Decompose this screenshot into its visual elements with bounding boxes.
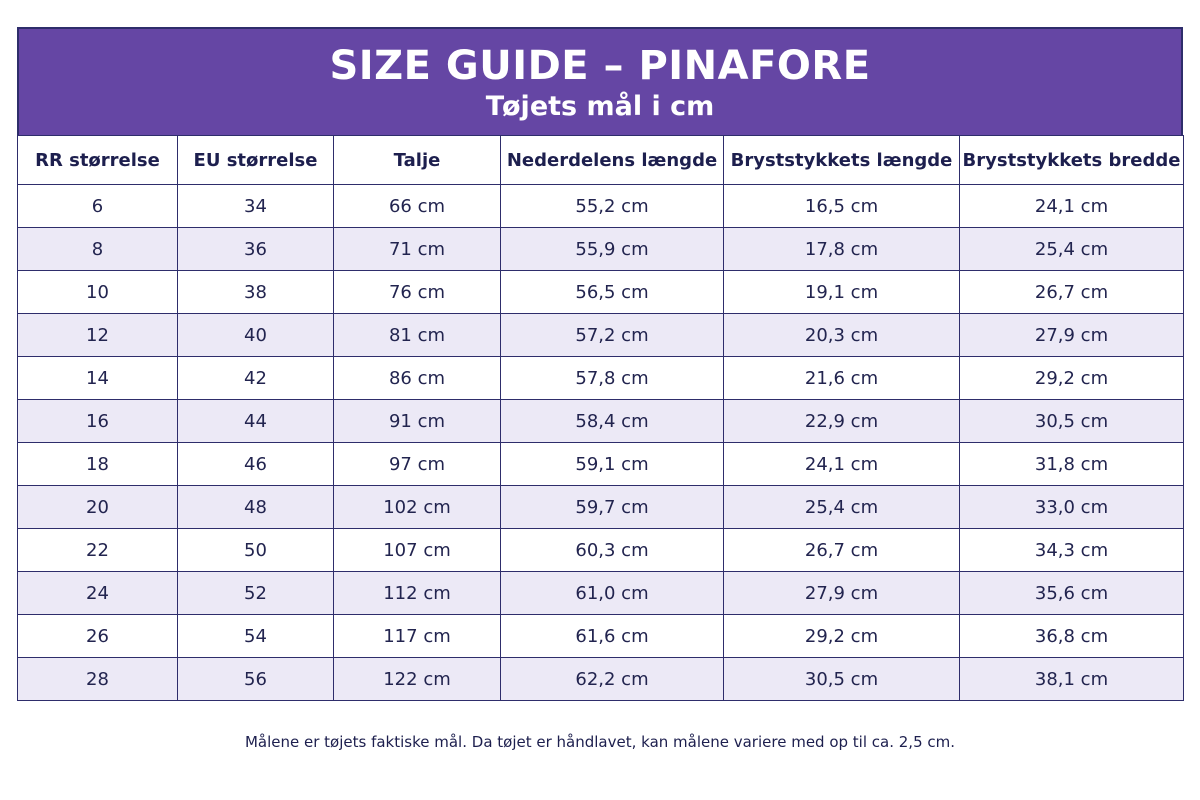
- table-row: [18, 314, 1184, 357]
- column-header-bodice-width: Bryststykkets bredde: [960, 136, 1184, 185]
- cell-waist: 107 cm: [334, 529, 501, 572]
- size-table: [17, 135, 1184, 701]
- cell-waist: 102 cm: [334, 486, 501, 529]
- cell-skirt-length: 59,7 cm: [501, 486, 724, 529]
- footnote: Målene er tøjets faktiske mål. Da tøjet er håndlavet, kan målene variere med op til ca. 2,5 cm.: [244, 733, 956, 751]
- cell-waist: 122 cm: [334, 658, 501, 701]
- table-row: [18, 615, 1184, 658]
- cell-rr-size: 8: [18, 228, 178, 271]
- cell-eu-size: 40: [178, 314, 334, 357]
- cell-bodice-length: 30,5 cm: [724, 658, 960, 701]
- header-row: [18, 136, 1184, 185]
- cell-rr-size: 14: [18, 357, 178, 400]
- guide-subtitle: Tøjets mål i cm: [485, 91, 715, 122]
- cell-bodice-width: 31,8 cm: [960, 443, 1184, 486]
- cell-rr-size: 24: [18, 572, 178, 615]
- cell-skirt-length: 62,2 cm: [501, 658, 724, 701]
- cell-bodice-length: 19,1 cm: [724, 271, 960, 314]
- cell-eu-size: 44: [178, 400, 334, 443]
- cell-bodice-width: 25,4 cm: [960, 228, 1184, 271]
- cell-waist: 86 cm: [334, 357, 501, 400]
- table-row: [18, 658, 1184, 701]
- cell-waist: 66 cm: [334, 185, 501, 228]
- cell-bodice-length: 21,6 cm: [724, 357, 960, 400]
- cell-waist: 91 cm: [334, 400, 501, 443]
- cell-bodice-width: 34,3 cm: [960, 529, 1184, 572]
- cell-waist: 76 cm: [334, 271, 501, 314]
- cell-rr-size: 12: [18, 314, 178, 357]
- guide-header: [17, 27, 1183, 135]
- cell-skirt-length: 59,1 cm: [501, 443, 724, 486]
- cell-rr-size: 6: [18, 185, 178, 228]
- cell-rr-size: 18: [18, 443, 178, 486]
- guide-title: SIZE GUIDE – PINAFORE: [329, 43, 871, 89]
- cell-skirt-length: 61,6 cm: [501, 615, 724, 658]
- cell-eu-size: 52: [178, 572, 334, 615]
- cell-skirt-length: 55,9 cm: [501, 228, 724, 271]
- size-table-head: [18, 136, 1184, 185]
- table-row: [18, 486, 1184, 529]
- cell-eu-size: 34: [178, 185, 334, 228]
- cell-rr-size: 16: [18, 400, 178, 443]
- column-header-skirt-length: Nederdelens længde: [501, 136, 724, 185]
- cell-eu-size: 46: [178, 443, 334, 486]
- cell-bodice-length: 25,4 cm: [724, 486, 960, 529]
- table-row: [18, 443, 1184, 486]
- table-row: [18, 572, 1184, 615]
- cell-skirt-length: 61,0 cm: [501, 572, 724, 615]
- size-table-body: [18, 185, 1184, 701]
- cell-rr-size: 10: [18, 271, 178, 314]
- cell-eu-size: 38: [178, 271, 334, 314]
- column-header-eu-size: EU størrelse: [178, 136, 334, 185]
- cell-bodice-width: 35,6 cm: [960, 572, 1184, 615]
- cell-bodice-length: 22,9 cm: [724, 400, 960, 443]
- cell-bodice-width: 27,9 cm: [960, 314, 1184, 357]
- cell-skirt-length: 58,4 cm: [501, 400, 724, 443]
- cell-bodice-length: 20,3 cm: [724, 314, 960, 357]
- cell-bodice-width: 30,5 cm: [960, 400, 1184, 443]
- cell-bodice-width: 26,7 cm: [960, 271, 1184, 314]
- table-row: [18, 185, 1184, 228]
- cell-eu-size: 36: [178, 228, 334, 271]
- cell-waist: 117 cm: [334, 615, 501, 658]
- cell-eu-size: 56: [178, 658, 334, 701]
- cell-rr-size: 20: [18, 486, 178, 529]
- cell-rr-size: 26: [18, 615, 178, 658]
- cell-bodice-length: 16,5 cm: [724, 185, 960, 228]
- table-row: [18, 529, 1184, 572]
- cell-bodice-width: 38,1 cm: [960, 658, 1184, 701]
- cell-skirt-length: 55,2 cm: [501, 185, 724, 228]
- table-row: [18, 271, 1184, 314]
- cell-bodice-width: 33,0 cm: [960, 486, 1184, 529]
- table-row: [18, 357, 1184, 400]
- cell-bodice-length: 24,1 cm: [724, 443, 960, 486]
- cell-skirt-length: 56,5 cm: [501, 271, 724, 314]
- table-row: [18, 400, 1184, 443]
- cell-skirt-length: 57,8 cm: [501, 357, 724, 400]
- cell-waist: 97 cm: [334, 443, 501, 486]
- cell-waist: 112 cm: [334, 572, 501, 615]
- size-guide: [17, 27, 1183, 701]
- column-header-waist: Talje: [334, 136, 501, 185]
- cell-eu-size: 48: [178, 486, 334, 529]
- column-header-rr-size: RR størrelse: [18, 136, 178, 185]
- cell-eu-size: 54: [178, 615, 334, 658]
- cell-skirt-length: 60,3 cm: [501, 529, 724, 572]
- cell-rr-size: 22: [18, 529, 178, 572]
- cell-eu-size: 50: [178, 529, 334, 572]
- cell-rr-size: 28: [18, 658, 178, 701]
- table-row: [18, 228, 1184, 271]
- cell-bodice-length: 29,2 cm: [724, 615, 960, 658]
- cell-bodice-width: 29,2 cm: [960, 357, 1184, 400]
- column-header-bodice-length: Bryststykkets længde: [724, 136, 960, 185]
- cell-eu-size: 42: [178, 357, 334, 400]
- cell-waist: 81 cm: [334, 314, 501, 357]
- cell-skirt-length: 57,2 cm: [501, 314, 724, 357]
- cell-bodice-width: 36,8 cm: [960, 615, 1184, 658]
- cell-waist: 71 cm: [334, 228, 501, 271]
- cell-bodice-width: 24,1 cm: [960, 185, 1184, 228]
- cell-bodice-length: 17,8 cm: [724, 228, 960, 271]
- cell-bodice-length: 26,7 cm: [724, 529, 960, 572]
- cell-bodice-length: 27,9 cm: [724, 572, 960, 615]
